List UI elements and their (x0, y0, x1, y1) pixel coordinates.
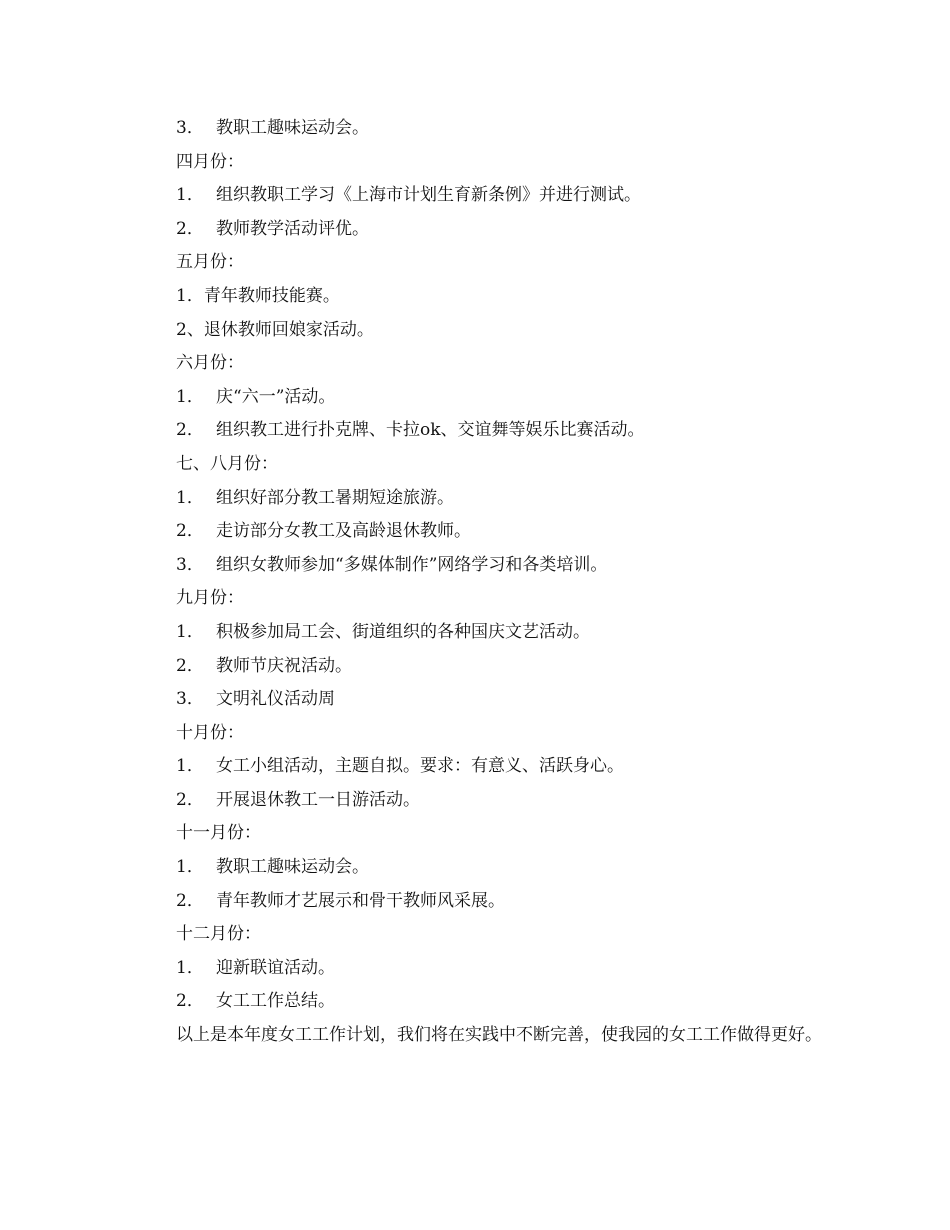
line-number: 1． (176, 621, 204, 642)
plan-line (138, 146, 828, 180)
plan-line (138, 952, 828, 986)
document-content (138, 112, 828, 1053)
month-heading: 1．青年教师技能赛。 (176, 285, 340, 306)
plan-line (138, 347, 828, 381)
line-text: 组织好部分教工暑期短途旅游。 (216, 487, 454, 508)
plan-line (138, 750, 828, 784)
month-heading: 六月份： (176, 353, 244, 374)
plan-line (138, 112, 828, 146)
line-text: 教职工趣味运动会。 (216, 118, 369, 138)
line-text: 女工小组活动，主题自拟。要求：有意义、活跃身心。 (216, 756, 624, 777)
line-text: 开展退休教工一日游活动。 (216, 789, 420, 810)
plan-line (138, 683, 828, 717)
line-number: 2． (176, 890, 204, 911)
conclusion-paragraph: 以上是本年度女工工作计划，我们将在实践中不断完善，使我园的女工工作做得更好。 (176, 1025, 822, 1046)
month-heading: 十二月份： (176, 924, 261, 945)
plan-line (138, 784, 828, 818)
plan-line (138, 515, 828, 549)
month-heading: 十月份： (176, 722, 244, 743)
month-heading: 四月份： (176, 151, 244, 172)
line-text: 走访部分女教工及高龄退休教师。 (216, 521, 471, 542)
line-number: 1． (176, 756, 204, 777)
line-text: 迎新联谊活动。 (216, 957, 335, 978)
plan-line (138, 918, 828, 952)
line-number: 1． (176, 957, 204, 978)
plan-line (138, 582, 828, 616)
line-number: 1． (176, 185, 204, 206)
line-number: 3． (176, 689, 204, 710)
line-text: 积极参加局工会、街道组织的各种国庆文艺活动。 (216, 621, 590, 642)
plan-line (138, 482, 828, 516)
month-heading: 五月份： (176, 252, 244, 273)
line-number: 2． (176, 655, 204, 676)
plan-line (138, 246, 828, 280)
plan-line (138, 179, 828, 213)
plan-line (138, 314, 828, 348)
line-text: 组织教职工学习《上海市计划生育新条例》并进行测试。 (216, 185, 641, 206)
plan-line (138, 414, 828, 448)
line-number: 2． (176, 789, 204, 810)
plan-line (138, 549, 828, 583)
plan-line (138, 381, 828, 415)
line-number: 2． (176, 218, 204, 239)
plan-line (138, 616, 828, 650)
month-heading: 2、退休教师回娘家活动。 (176, 319, 374, 340)
plan-line (138, 717, 828, 751)
line-number: 3． (176, 118, 204, 138)
plan-line (138, 985, 828, 1019)
line-number: 1． (176, 857, 204, 878)
month-heading: 十一月份： (176, 823, 261, 844)
line-number: 2． (176, 991, 204, 1012)
line-text: 教师教学活动评优。 (216, 218, 369, 239)
line-number: 2． (176, 420, 204, 441)
month-heading: 七、八月份： (176, 453, 278, 474)
plan-lines (138, 112, 828, 1019)
line-number: 2． (176, 521, 204, 542)
line-text: 青年教师才艺展示和骨干教师风采展。 (216, 890, 505, 911)
plan-line (138, 885, 828, 919)
line-text: 庆“六一”活动。 (216, 386, 336, 407)
line-text: 组织教工进行扑克牌、卡拉ok、交谊舞等娱乐比赛活动。 (216, 420, 645, 441)
line-text: 组织女教师参加“多媒体制作”网络学习和各类培训。 (216, 554, 608, 575)
line-text: 文明礼仪活动周 (216, 689, 335, 710)
line-number: 3． (176, 554, 204, 575)
plan-line (138, 817, 828, 851)
line-text: 教职工趣味运动会。 (216, 857, 369, 878)
plan-line (138, 280, 828, 314)
plan-line (138, 448, 828, 482)
line-number: 1． (176, 487, 204, 508)
plan-line (138, 213, 828, 247)
line-text: 女工工作总结。 (216, 991, 335, 1012)
plan-line (138, 851, 828, 885)
plan-line (138, 650, 828, 684)
line-number: 1． (176, 386, 204, 407)
month-heading: 九月份： (176, 588, 244, 609)
line-text: 教师节庆祝活动。 (216, 655, 352, 676)
